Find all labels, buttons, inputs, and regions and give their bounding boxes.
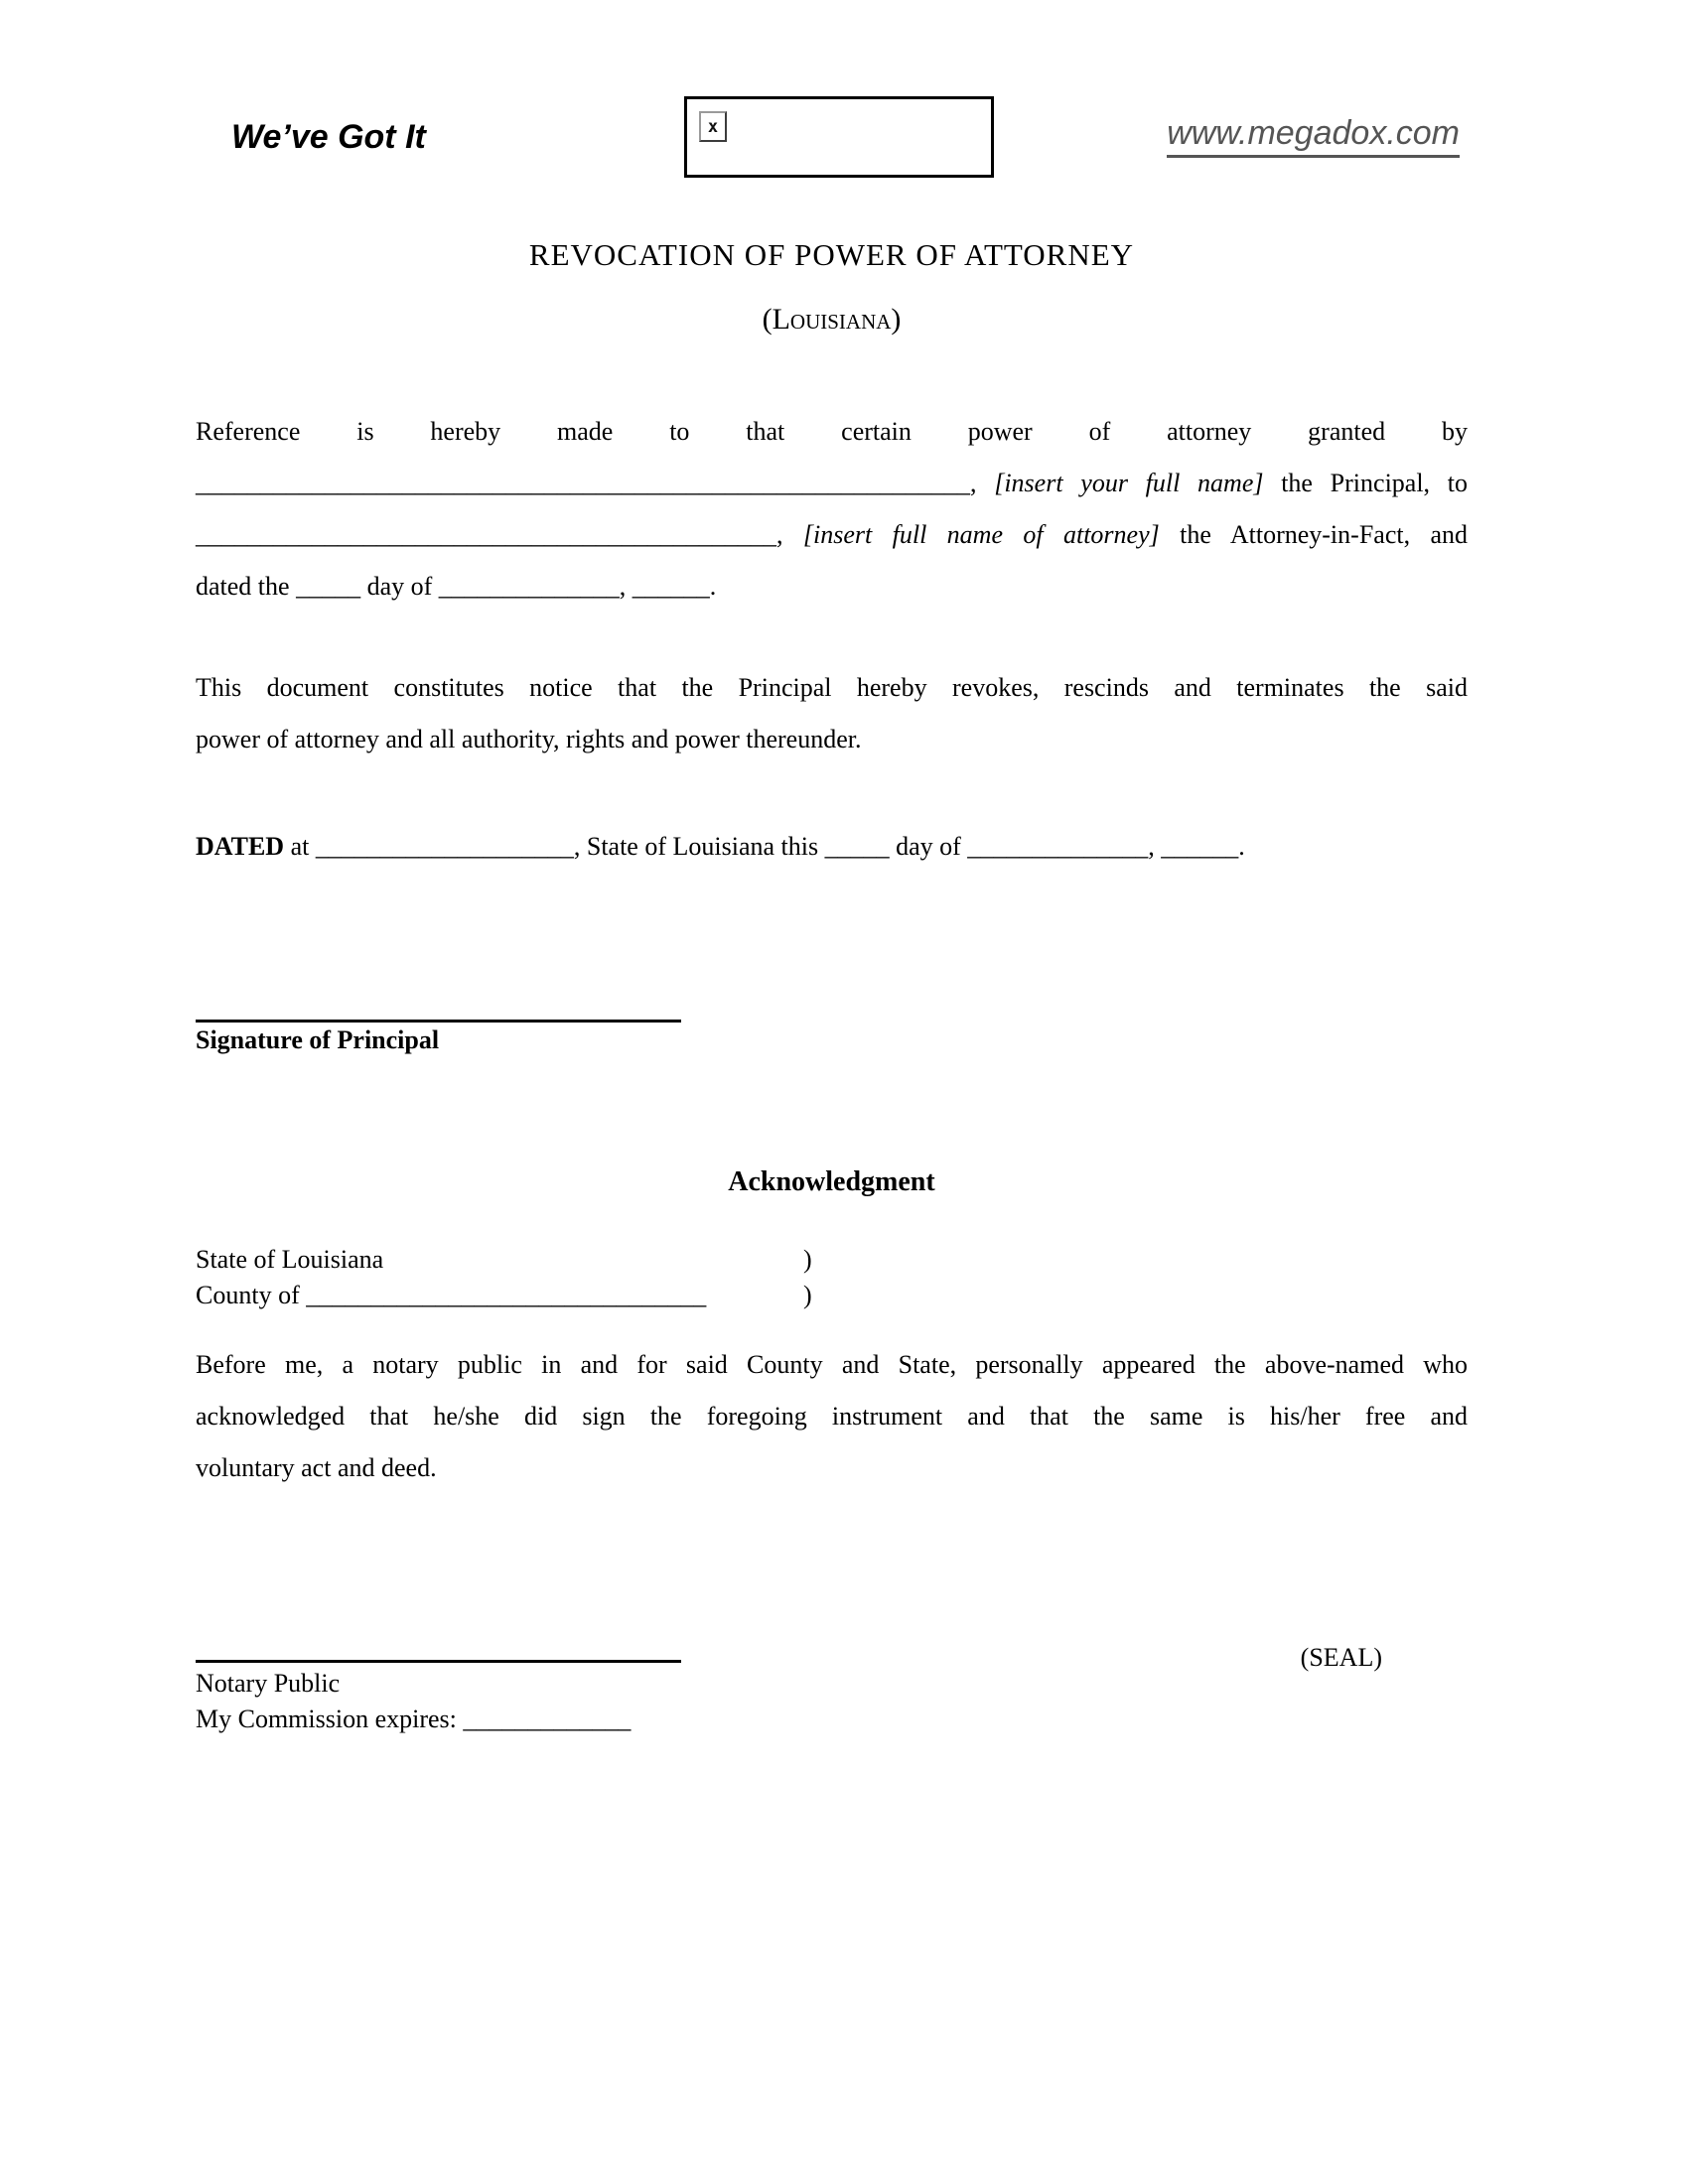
county-text: County of bbox=[196, 1281, 300, 1309]
notice-paragraph bbox=[196, 662, 1468, 765]
dated-line-text bbox=[196, 821, 1468, 873]
notary-signature-line bbox=[196, 1660, 681, 1663]
dated-line bbox=[196, 821, 1468, 873]
ack-para-line-3: voluntary act and deed. bbox=[196, 1453, 437, 1482]
opening-line-1: Reference is hereby made to that certain power of attorney granted by bbox=[196, 417, 1468, 446]
attorney-name-blank: _____________________________________________, bbox=[196, 520, 783, 549]
notary-signature-block bbox=[196, 1633, 1468, 1737]
county-line bbox=[196, 1278, 1468, 1313]
acknowledgment-heading: Acknowledgment bbox=[728, 1166, 935, 1197]
ack-para-line-2: acknowledged that he/she did sign the foregoing instrument and that the same is his/her free and bbox=[196, 1402, 1468, 1431]
notice-line-1: This document constitutes notice that the Principal hereby revokes, rescinds and terminates the said bbox=[196, 673, 1468, 702]
brand-tagline: We’ve Got It bbox=[231, 118, 426, 156]
jurisdiction-subtitle: (Louisiana) bbox=[762, 303, 902, 336]
opening-line-4: dated the _____ day of ______________, ______. bbox=[196, 572, 717, 601]
state-paren: ) bbox=[803, 1245, 812, 1274]
notary-signature-row bbox=[196, 1633, 1468, 1672]
acknowledgment-venue bbox=[196, 1242, 1468, 1313]
state-line bbox=[196, 1242, 1468, 1278]
principal-name-blank: ____________________________________________________________, bbox=[196, 469, 977, 497]
page-header bbox=[196, 94, 1468, 182]
insert-your-full-name-hint: [insert your full name] bbox=[994, 469, 1264, 497]
opening-line-2 bbox=[196, 458, 1468, 509]
opening-paragraph bbox=[196, 406, 1468, 613]
notary-public-label: Notary Public bbox=[196, 1669, 341, 1698]
county-blank: _______________________________ bbox=[306, 1281, 707, 1309]
dated-label: DATED bbox=[196, 832, 285, 861]
insert-attorney-name-hint: [insert full name of attorney] bbox=[802, 520, 1160, 549]
opening-line-3 bbox=[196, 509, 1468, 561]
opening-line-2-rest: the Principal, to bbox=[1281, 469, 1468, 497]
document-title: REVOCATION OF POWER OF ATTORNEY bbox=[528, 237, 1135, 272]
principal-signature-block bbox=[196, 1020, 1468, 1055]
county-paren: ) bbox=[803, 1281, 812, 1309]
broken-image-icon: x bbox=[699, 111, 727, 142]
notice-line-2: power of attorney and all authority, rights and power thereunder. bbox=[196, 725, 862, 753]
seal-label: (SEAL) bbox=[1300, 1643, 1382, 1672]
commission-expires-line: My Commission expires: _____________ bbox=[196, 1705, 632, 1733]
ack-para-line-1: Before me, a notary public in and for said County and State, personally appeared the above-named who bbox=[196, 1350, 1468, 1379]
principal-signature-label: Signature of Principal bbox=[196, 1025, 440, 1054]
opening-line-3-rest: the Attorney-in-Fact, and bbox=[1180, 520, 1469, 549]
notary-acknowledgment-paragraph bbox=[196, 1339, 1468, 1494]
state-text: State of Louisiana bbox=[196, 1245, 384, 1274]
notary-labels bbox=[196, 1663, 1468, 1737]
website-link[interactable]: www.megadox.com bbox=[1167, 114, 1460, 158]
missing-image-placeholder bbox=[684, 96, 994, 178]
dated-rest: at ____________________, State of Louisiana this _____ day of ______________, ______. bbox=[290, 832, 1245, 861]
